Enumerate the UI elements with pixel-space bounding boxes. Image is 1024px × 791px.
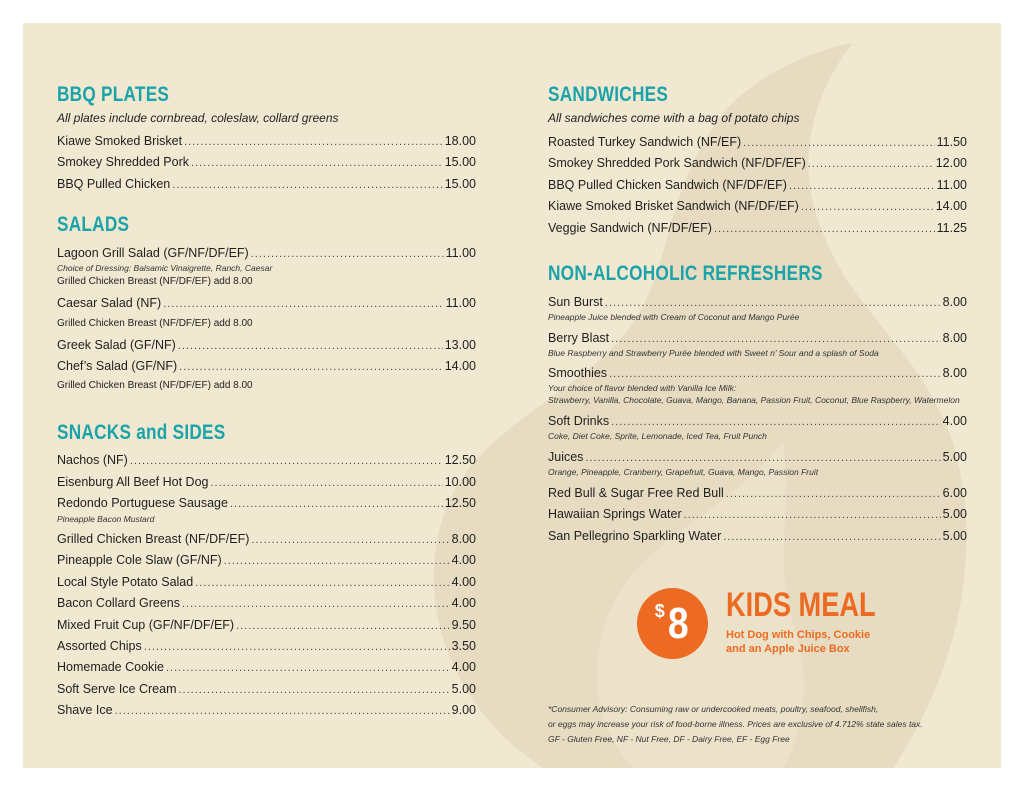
item-description: Blue Raspberry and Strawberry Purée blended with Sweet n’ Sour and a splash of Soda: [548, 348, 879, 358]
menu-item: Redondo Portuguese Sausage ..... 12.50: [57, 496, 476, 513]
menu-item: Hawaiian Springs Water ..... 5.00: [548, 507, 967, 524]
kids-meal-title: KIDS MEAL: [726, 586, 876, 624]
item-description: Pineapple Juice blended with Cream of Coconut and Mango Purée: [548, 312, 800, 322]
menu-item: Greek Salad (GF/NF) ..... 13.00: [57, 338, 476, 355]
menu-item: Pineapple Cole Slaw (GF/NF) ..... 4.00: [57, 553, 476, 570]
menu-page: [23, 23, 1001, 768]
menu-item: Soft Serve Ice Cream ..... 5.00: [57, 682, 476, 699]
menu-item: Homemade Cookie ..... 4.00: [57, 660, 476, 677]
snacks-heading: SNACKS and SIDES: [57, 421, 226, 444]
kids-desc-line: Hot Dog with Chips, Cookie: [726, 629, 871, 641]
menu-item: Smokey Shredded Pork Sandwich (NF/DF/EF) ..... 12.00: [548, 156, 967, 173]
menu-item: Chef’s Salad (GF/NF) ..... 14.00: [57, 359, 476, 376]
menu-item: Assorted Chips ..... 3.50: [57, 639, 476, 656]
menu-item: Roasted Turkey Sandwich (NF/EF) ..... 11.50: [548, 135, 967, 152]
consumer-advisory: *Consumer Advisory: Consuming raw or undercooked meats, poultry, seafood, shellfish,: [548, 704, 879, 714]
kids-meal-description: [726, 628, 870, 656]
item-description: Your choice of flavor blended with Vanilla Ice Milk:: [548, 383, 737, 393]
kids-price-number: 8: [667, 598, 689, 648]
sandwiches-subtitle: All sandwiches come with a bag of potato chips: [548, 111, 800, 125]
menu-item: Eisenburg All Beef Hot Dog ..... 10.00: [57, 475, 476, 492]
menu-item: Sun Burst ..... 8.00: [548, 295, 967, 312]
item-addon: Grilled Chicken Breast (NF/DF/EF) add 8.00: [57, 276, 253, 287]
kids-price-dollar: $: [654, 601, 665, 621]
menu-item: Local Style Potato Salad ..... 4.00: [57, 575, 476, 592]
menu-item: Mixed Fruit Cup (GF/NF/DF/EF) ..... 9.50: [57, 618, 476, 635]
menu-item: Juices ..... 5.00: [548, 450, 967, 467]
menu-item: Shave Ice ..... 9.00: [57, 703, 476, 720]
menu-item: Veggie Sandwich (NF/DF/EF) ..... 11.25: [548, 221, 967, 238]
menu-item: BBQ Pulled Chicken ..... 15.00: [57, 177, 476, 194]
item-addon: Grilled Chicken Breast (NF/DF/EF) add 8.00: [57, 318, 253, 329]
menu-item: Nachos (NF) ..... 12.50: [57, 453, 476, 470]
refreshers-heading: NON-ALCOHOLIC REFRESHERS: [548, 262, 823, 285]
menu-item: Grilled Chicken Breast (NF/DF/EF) ..... 8.00: [57, 532, 476, 549]
item-description: Orange, Pineapple, Cranberry, Grapefruit, Guava, Mango, Passion Fruit: [548, 467, 819, 477]
item-description: Choice of Dressing: Balsamic Vinaigrette, Ranch, Caesar: [57, 263, 273, 273]
menu-item: Soft Drinks ..... 4.00: [548, 414, 967, 431]
consumer-advisory: or eggs may increase your risk of food-borne illness. Prices are exclusive of 4.712% state sales tax.: [548, 719, 923, 729]
menu-item: Kiawe Smoked Brisket ..... 18.00: [57, 134, 476, 151]
kids-desc-line: and an Apple Juice Box: [726, 643, 850, 655]
sandwiches-heading: SANDWICHES: [548, 83, 669, 106]
item-description: Strawberry, Vanilla, Chocolate, Guava, Mango, Banana, Passion Fruit, Coconut, Blue Raspberry, Watermelon: [548, 395, 960, 405]
menu-item: Smokey Shredded Pork ..... 15.00: [57, 155, 476, 172]
item-description: Pineapple Bacon Mustard: [57, 514, 155, 524]
menu-item: Red Bull & Sugar Free Red Bull ..... 6.00: [548, 486, 967, 503]
menu-item: Lagoon Grill Salad (GF/NF/DF/EF) ..... 11.00: [57, 246, 476, 263]
menu-item: Bacon Collard Greens ..... 4.00: [57, 596, 476, 613]
menu-item: Kiawe Smoked Brisket Sandwich (NF/DF/EF) ..... 14.00: [548, 199, 967, 216]
menu-item: Berry Blast ..... 8.00: [548, 331, 967, 348]
item-description: Coke, Diet Coke, Sprite, Lemonade, Iced Tea, Fruit Punch: [548, 431, 767, 441]
menu-item: BBQ Pulled Chicken Sandwich (NF/DF/EF) ..... 11.00: [548, 178, 967, 195]
bbq-heading: BBQ PLATES: [57, 83, 170, 106]
menu-item: Smoothies ..... 8.00: [548, 366, 967, 383]
menu-item: San Pellegrino Sparkling Water ..... 5.00: [548, 529, 967, 546]
menu-item: Caesar Salad (NF) ..... 11.00: [57, 296, 476, 313]
dietary-legend: GF - Gluten Free, NF - Nut Free, DF - Dairy Free, EF - Egg Free: [548, 734, 790, 744]
item-addon: Grilled Chicken Breast (NF/DF/EF) add 8.00: [57, 380, 253, 391]
bbq-subtitle: All plates include cornbread, coleslaw, collard greens: [57, 111, 339, 125]
salads-heading: SALADS: [57, 213, 130, 236]
kids-price-badge: [637, 588, 708, 659]
